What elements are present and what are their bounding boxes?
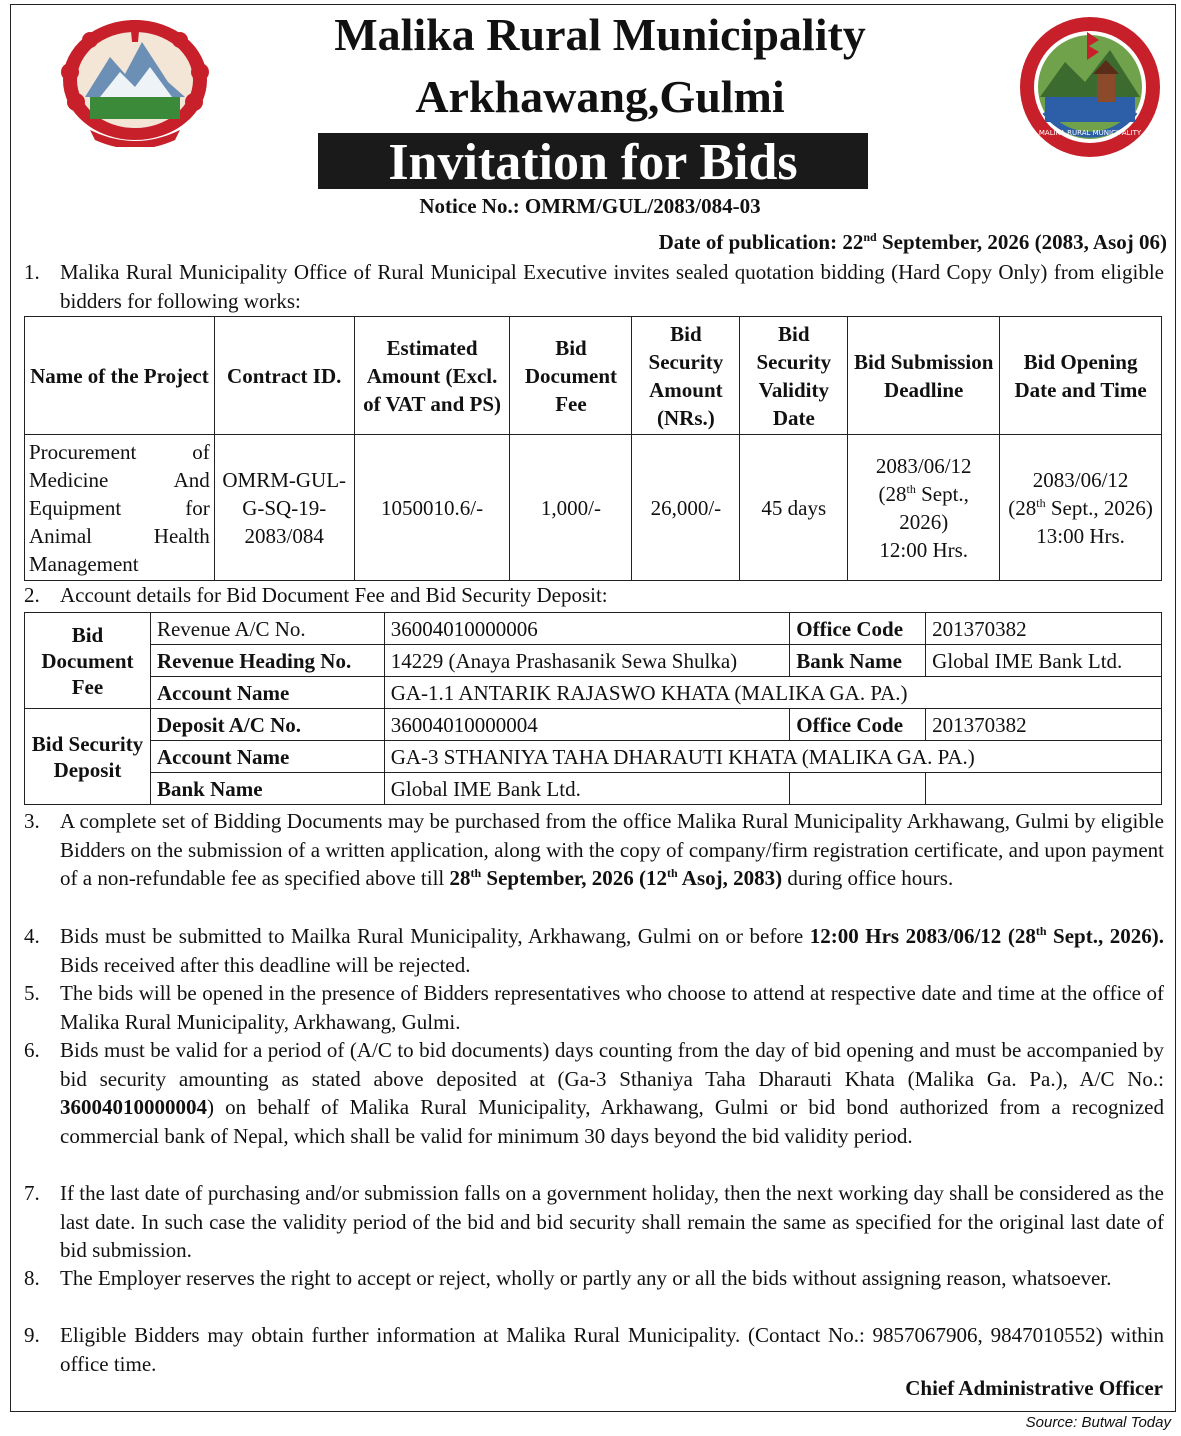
publication-date: Date of publication: 22nd September, 2026 (2083, Asoj 06) — [658, 230, 1167, 254]
value-deposit-ac: 36004010000004 — [384, 709, 790, 741]
notice-number: Notice No.: OMRM/GUL/2083/084-03 — [419, 194, 761, 218]
item-4: 4. Bids must be submitted to Mailka Rural Municipality, Arkhawang, Gulmi on or before 12:00 Hrs 2083/06/12 (28th Sept., 2026). Bids received after this deadline will be rejected. — [24, 924, 1164, 977]
label-revenue-heading: Revenue Heading No. — [150, 645, 384, 677]
item-5: 5. The bids will be opened in the presence of Bidders representatives who choose to attend at respective date and time at the office of Malika Rural Municipality, Arkhawang, Gulmi. — [24, 981, 1164, 1034]
cell-amount: 1050010.6/- — [354, 435, 510, 581]
item-9: 9. Eligible Bidders may obtain further information at Malika Rural Municipality. (Contact No.: 9857067906, 9847010552) within office time. — [24, 1323, 1164, 1376]
cell-security: 26,000/- — [632, 435, 740, 581]
table-row — [25, 613, 1162, 645]
table-row — [25, 773, 1162, 805]
item-7: 7. If the last date of purchasing and/or submission falls on a government holiday, then the next working day shall be considered as the last date. In such case the validity period of the bid and bid security shall remain the same as specified for the original last date of bid submission. — [24, 1181, 1164, 1262]
cell-contract: OMRM-GUL-G-SQ-19-2083/084 — [214, 435, 354, 581]
label-office-code: Office Code — [790, 613, 926, 645]
table-row — [25, 709, 1162, 741]
municipality-logo-icon — [1015, 12, 1165, 162]
value-account-name: GA-3 STHANIYA TAHA DHARAUTI KHATA (MALIKA GA. PA.) — [384, 741, 1161, 773]
th-submission: Bid Submission Deadline — [848, 317, 1000, 435]
value-office-code: 201370382 — [926, 709, 1162, 741]
logo-ring-text: MALIKA RURAL MUNICIPALITY — [1038, 129, 1142, 137]
title-location: Arkhawang,Gulmi — [415, 71, 785, 122]
th-security: Bid Security Amount (NRs.) — [632, 317, 740, 435]
value-bank-name: Global IME Bank Ltd. — [926, 645, 1162, 677]
value-office-code: 201370382 — [926, 613, 1162, 645]
bid-table — [24, 316, 1162, 581]
cell-opening: 2083/06/12 (28th Sept., 2026) 13:00 Hrs. — [1000, 435, 1162, 581]
item-8: 8. The Employer reserves the right to accept or reject, wholly or partly any or all the bids without assigning reason, whatsoever. — [24, 1266, 1112, 1290]
empty-cell — [926, 773, 1162, 805]
cell-submission: 2083/06/12 (28th Sept., 2026) 12:00 Hrs. — [848, 435, 1000, 581]
th-validity: Bid Security Validity Date — [740, 317, 848, 435]
signature: Chief Administrative Officer — [905, 1376, 1163, 1400]
title-municipality: Malika Rural Municipality — [334, 9, 866, 60]
group-security-deposit: Bid Security Deposit — [25, 709, 151, 805]
nepal-emblem-icon — [50, 12, 220, 147]
table-row — [25, 645, 1162, 677]
label-revenue-ac: Revenue A/C No. — [150, 613, 384, 645]
label-bank-name: Bank Name — [150, 773, 384, 805]
banner-invitation: Invitation for Bids — [318, 133, 868, 189]
label-office-code: Office Code — [790, 709, 926, 741]
value-account-name: GA-1.1 ANTARIK RAJASWO KHATA (MALIKA GA. PA.) — [384, 677, 1161, 709]
item-2: 2. Account details for Bid Document Fee and Bid Security Deposit: — [24, 583, 608, 607]
table-row — [25, 741, 1162, 773]
value-revenue-heading: 14229 (Anaya Prashasanik Sewa Shulka) — [384, 645, 790, 677]
cell-project: Procurement of Medicine And Equipment for Animal Health Management — [25, 435, 215, 581]
label-account-name: Account Name — [150, 677, 384, 709]
label-deposit-ac: Deposit A/C No. — [150, 709, 384, 741]
account-table — [24, 612, 1162, 805]
label-bank-name: Bank Name — [790, 645, 926, 677]
table-row — [25, 677, 1162, 709]
th-contract: Contract ID. — [214, 317, 354, 435]
th-opening: Bid Opening Date and Time — [1000, 317, 1162, 435]
label-account-name: Account Name — [150, 741, 384, 773]
table-row — [25, 435, 1162, 581]
empty-cell — [790, 773, 926, 805]
value-bank-name: Global IME Bank Ltd. — [384, 773, 790, 805]
bid-table-header — [25, 317, 1162, 435]
value-revenue-ac: 36004010000006 — [384, 613, 790, 645]
cell-doc-fee: 1,000/- — [510, 435, 632, 581]
cell-validity: 45 days — [740, 435, 848, 581]
item-3: 3. A complete set of Bidding Documents may be purchased from the office Malika Rural Municipality Arkhawang, Gulmi by eligible Bidders on the submission of a written application, along with the copy of company/firm registration certificate, and upon payment of a non-refundable fee as specified above till 28th September, 2026 (12th Asoj, 2083) during office hours. — [24, 809, 1164, 890]
th-doc-fee: Bid Document Fee — [510, 317, 632, 435]
item-1: 1. Malika Rural Municipality Office of Rural Municipal Executive invites sealed quotation bidding (Hard Copy Only) from eligible bidders for following works: — [24, 260, 1164, 313]
th-amount: Estimated Amount (Excl. of VAT and PS) — [354, 317, 510, 435]
th-project: Name of the Project — [25, 317, 215, 435]
source-credit: Source: Butwal Today — [1025, 1414, 1171, 1431]
group-doc-fee: Bid Document Fee — [25, 613, 151, 709]
item-6: 6. Bids must be valid for a period of (A/C to bid documents) days counting from the day of bid opening and must be accompanied by bid security amounting as stated above deposited at (Ga-3 Sthaniya Taha Dharauti Khata (Malika Ga. Pa.), A/C No.: 36004010000004) on behalf of Malika Rural Municipality, Arkhawang, Gulmi or bid bond authorized from a recognized commercial bank of Nepal, which shall be valid for minimum 30 days beyond the bid validity period. — [24, 1038, 1164, 1148]
